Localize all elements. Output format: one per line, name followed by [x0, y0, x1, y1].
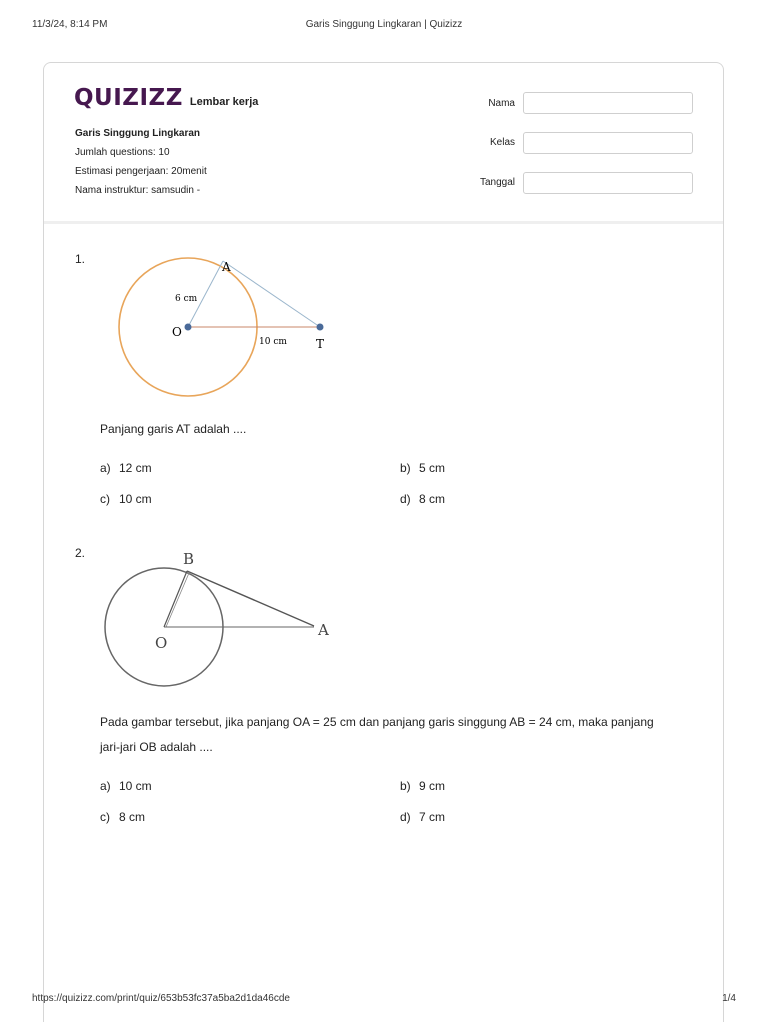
question-1-text: Panjang garis AT adalah ....	[100, 422, 247, 436]
option-key: b)	[400, 461, 411, 475]
option-key: c)	[100, 492, 110, 506]
point-o	[185, 324, 192, 331]
print-datetime: 11/3/24, 8:14 PM	[32, 19, 108, 30]
header-divider	[44, 221, 723, 224]
option-key: d)	[400, 492, 411, 506]
name-field[interactable]	[523, 92, 693, 114]
option-key: b)	[400, 779, 411, 793]
radius-ob	[164, 571, 187, 627]
question-1-option-b[interactable]	[400, 461, 445, 475]
label-a: A	[318, 621, 329, 639]
option-text: 10 cm	[119, 779, 152, 793]
question-2-number: 2.	[75, 546, 86, 560]
option-key: c)	[100, 810, 110, 824]
label-b: B	[183, 550, 195, 568]
point-t	[317, 324, 324, 331]
class-label: Kelas	[489, 137, 515, 148]
option-text: 12 cm	[119, 461, 152, 475]
page-number: 1/4	[722, 993, 736, 1004]
question-1-option-c[interactable]	[100, 492, 152, 506]
question-1-number: 1.	[75, 252, 86, 266]
name-label: Nama	[488, 98, 515, 109]
time-estimate: Estimasi pengerjaan: 20menit	[75, 166, 207, 177]
date-label: Tanggal	[479, 177, 515, 188]
option-key: a)	[100, 779, 111, 793]
option-key: d)	[400, 810, 411, 824]
option-text: 7 cm	[419, 810, 446, 824]
option-key: a)	[100, 461, 111, 475]
label-t: T	[316, 337, 325, 351]
question-2-option-a[interactable]	[100, 779, 152, 793]
question-2-option-c[interactable]	[100, 810, 145, 824]
instructor-name: Nama instruktur: samsudin -	[75, 185, 201, 196]
label-distance: 10 cm	[259, 337, 287, 347]
quizizz-logo: QUIZIZZ	[74, 85, 183, 111]
label-o: O	[155, 634, 168, 652]
label-o: O	[172, 325, 182, 339]
label-a: A	[222, 260, 231, 274]
option-text: 5 cm	[419, 461, 446, 475]
questions-count: Jumlah questions: 10	[75, 147, 170, 158]
label-radius: 6 cm	[175, 294, 198, 304]
option-text: 10 cm	[119, 492, 152, 506]
question-2-option-d[interactable]	[400, 810, 445, 824]
question-2-diagram	[100, 547, 350, 695]
worksheet-card	[43, 62, 724, 1022]
question-2-option-b[interactable]	[400, 779, 445, 793]
print-title: Garis Singgung Lingkaran | Quizizz	[305, 19, 463, 30]
question-2-text: Pada gambar tersebut, jika panjang OA = 25 cm dan panjang garis singgung AB = 24 cm, maka panjang jari-jari OB adalah ....	[100, 715, 654, 754]
tangent-ba	[187, 571, 314, 626]
radius-ob-shadow	[166, 573, 189, 627]
question-1-diagram	[110, 251, 350, 401]
option-text: 8 cm	[419, 492, 446, 506]
option-text: 9 cm	[419, 779, 446, 793]
question-1-option-a[interactable]	[100, 461, 152, 475]
tangent-at	[223, 261, 320, 327]
date-field[interactable]	[523, 172, 693, 194]
class-field[interactable]	[523, 132, 693, 154]
question-1-option-d[interactable]	[400, 492, 445, 506]
print-url[interactable]: https://quizizz.com/print/quiz/653b53fc37a5ba2d1da46cde	[32, 993, 290, 1004]
option-text: 8 cm	[119, 810, 146, 824]
logo	[74, 85, 258, 111]
worksheet-title: Garis Singgung Lingkaran	[75, 128, 201, 139]
worksheet-label: Lembar kerja	[189, 96, 259, 108]
